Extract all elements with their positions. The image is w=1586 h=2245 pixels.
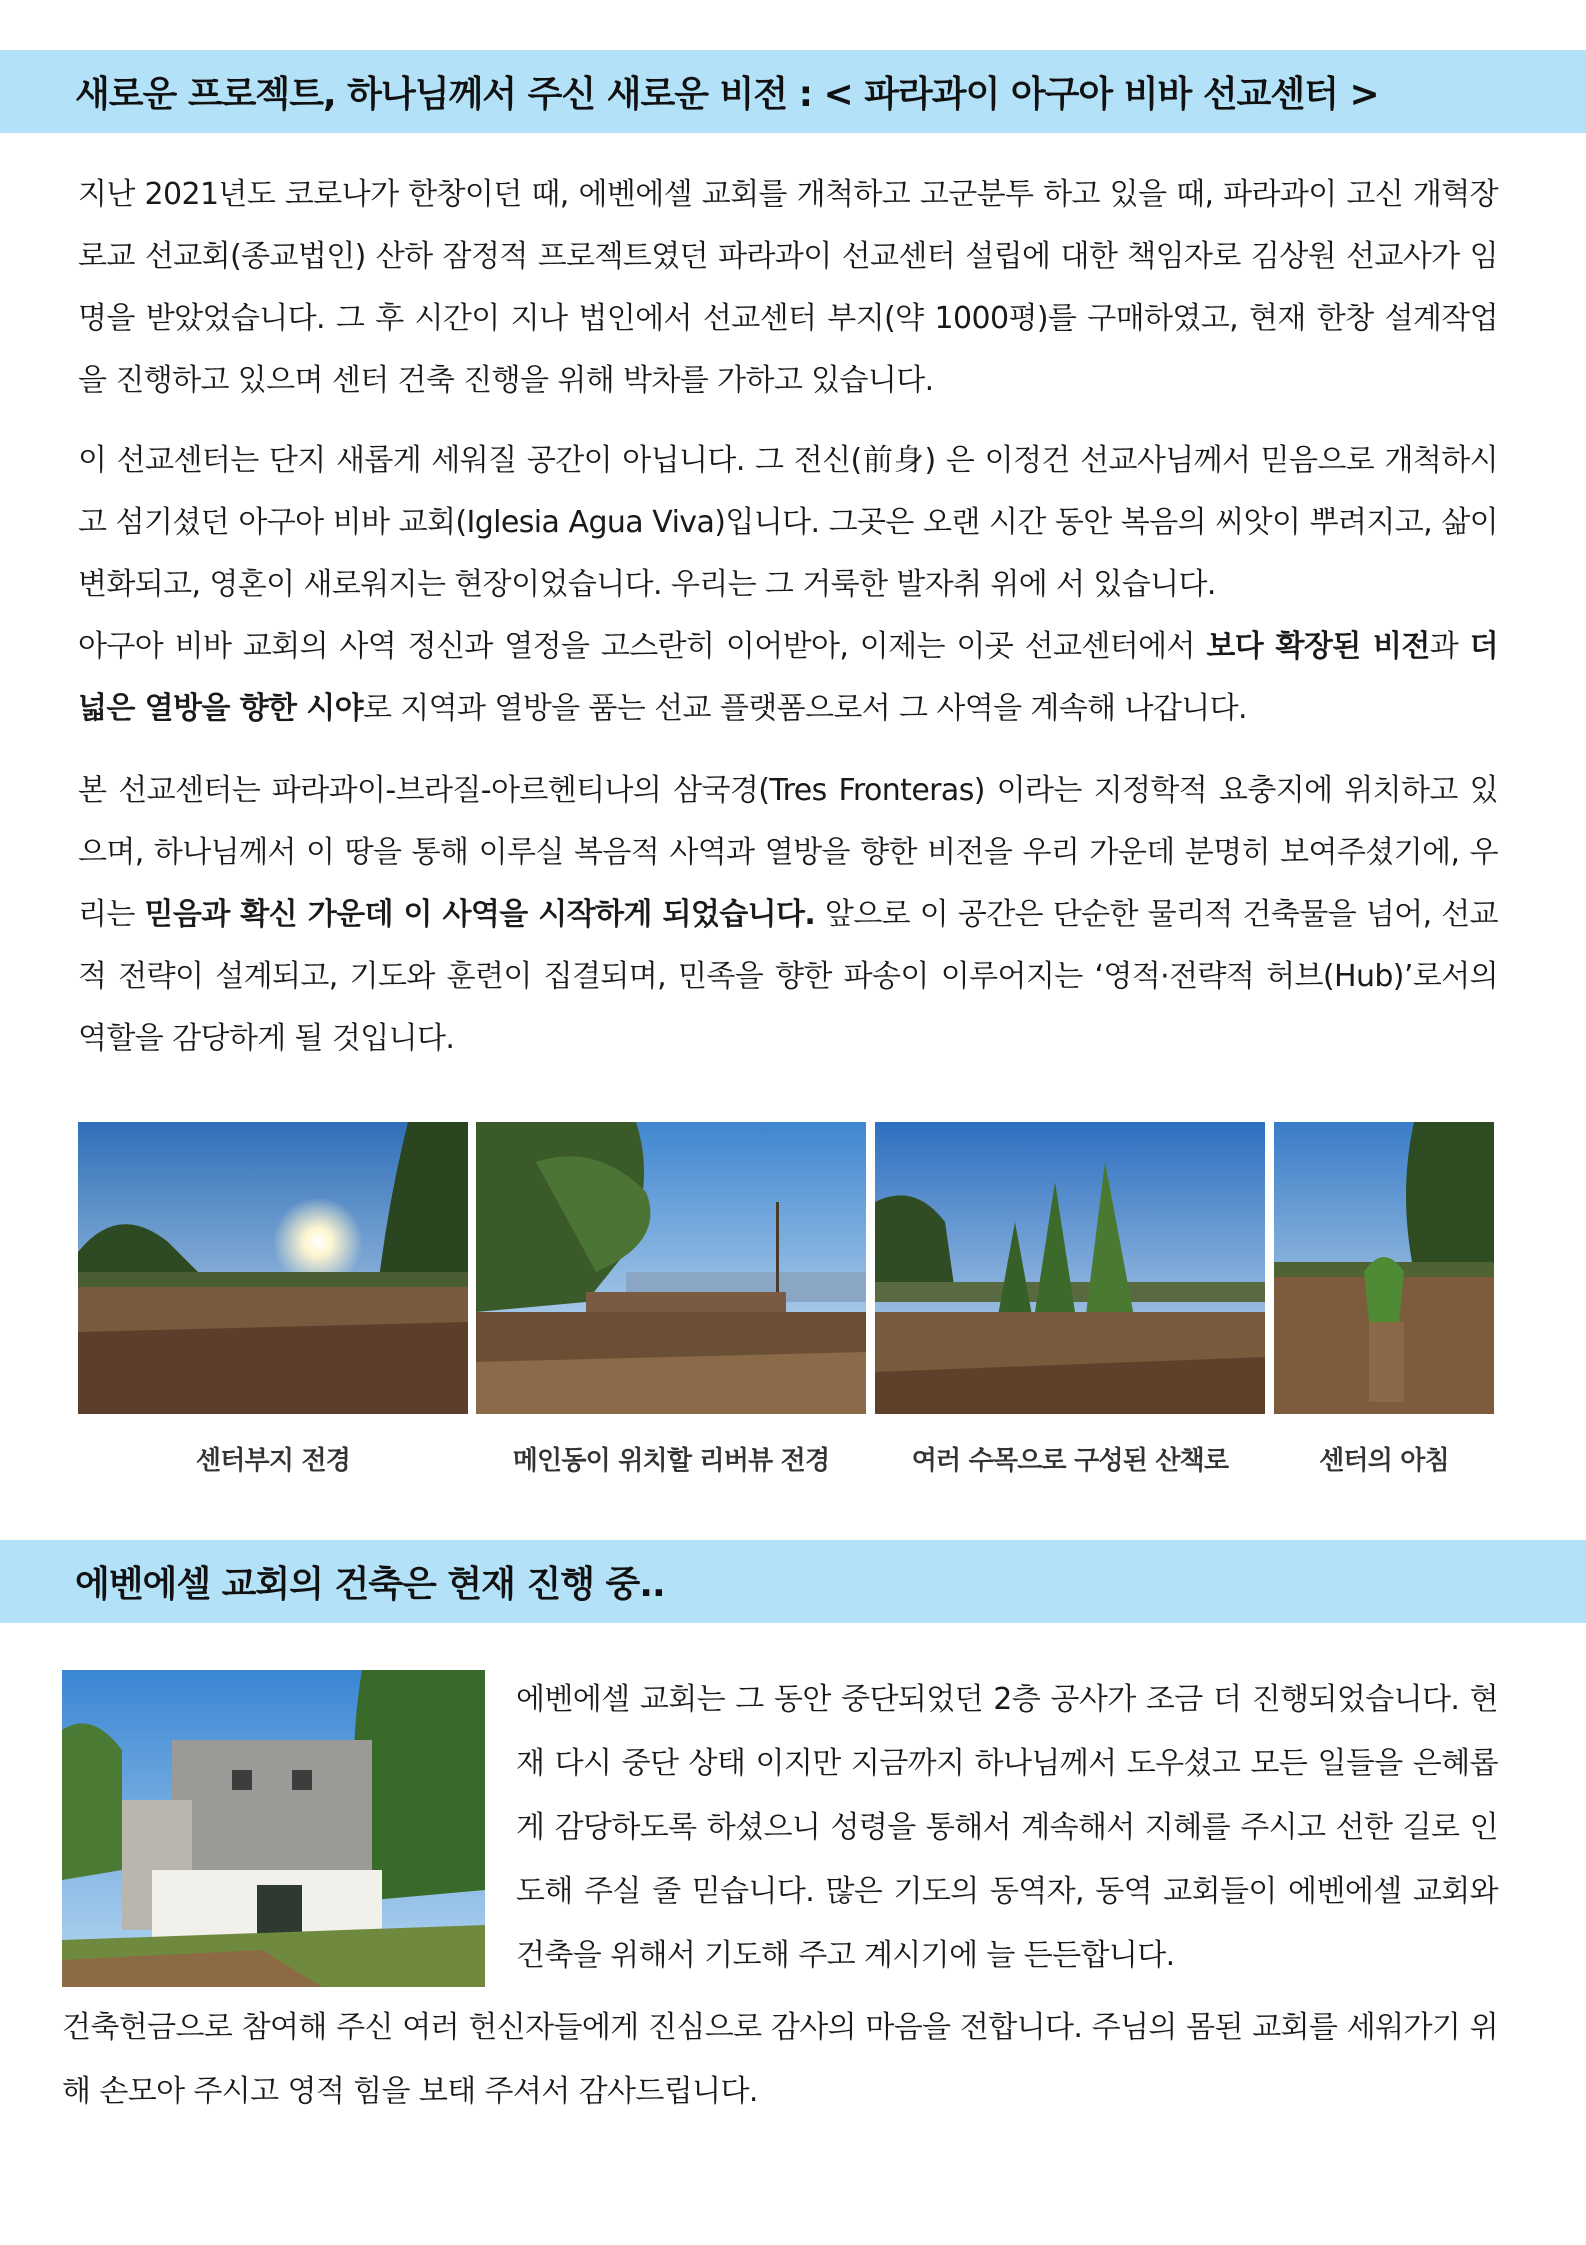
photo-site-overview [78,1122,468,1414]
text-run: 본 선교센터는 파라과이-브라질-아르헨티나의 삼국경(Tres Fronteras) 이라는 지정학적 요충지에 위치하고 있으며, 하나님께서 이 땅을 통해 이루실 복음적 사역과 열방을 향한 비전을 우리 가운데 분명히 보여주셨기에, 우리는 [78,773,1498,932]
paragraph-history [78,164,1498,412]
paragraph-thanks: 건축헌금으로 참여해 주신 여러 헌신자들에게 진심으로 감사의 마음을 전합니다. 주님의 몸된 교회를 세워가기 위해 손모아 주시고 영적 힘을 보태 주셔서 감사드립니다. [62,2010,1498,2109]
paragraph-text: 이 선교센터는 단지 새롭게 세워질 공간이 아닙니다. 그 전신(前身) 은 이정건 선교사님께서 믿음으로 개척하시고 섬기셨던 아구아 비바 교회(Iglesia Agua Viva)입니다. 그곳은 오랜 시간 동안 복음의 씨앗이 뿌려지고, 삶이 변화되고, 영혼이 새로워지는 현장이었습니다. 우리는 그 거룩한 발자취 위에 서 있습니다. [78,443,1498,602]
paragraph-text-vision [78,616,1498,740]
paragraph-text: 지난 2021년도 코로나가 한창이던 때, 에벤에셀 교회를 개척하고 고군분투 하고 있을 때, 파라과이 고신 개혁장로교 선교회(종교법인) 산하 잠정적 프로젝트였던 파라과이 선교센터 설립에 대한 책임자로 김상원 선교사가 임명을 받았었습니다. 그 후 시간이 지나 법인에서 선교센터 부지(약 1000평)를 구매하였고, 현재 한창 설계작업을 진행하고 있으며 센터 건축 진행을 위해 박차를 가하고 있습니다. [78,177,1498,398]
photo-caption: 센터의 아침 [1319,1446,1449,1476]
photo-walking-trail [875,1122,1265,1414]
paragraph-origin [78,430,1498,740]
text-run: 앞으로 이 공간은 단순한 물리적 건축물을 넘어, 선교적 전략이 설계되고, 기도와 훈련이 집결되며, 민족을 향한 파송이 이루어지는 ‘영적·전략적 허브(Hub)’로서의 역할을 감당하게 될 것입니다. [78,897,1499,1056]
photo-riverview [476,1122,866,1414]
photo-center-morning [1274,1122,1494,1414]
text-run: 로 지역과 열방을 품는 선교 플랫폼으로서 그 사역을 계속해 나갑니다. [362,691,1247,726]
photo-caption: 센터부지 전경 [195,1446,351,1476]
section-header-construction [0,1540,1586,1623]
section-header-mission-center [0,50,1586,133]
paragraph-location [78,760,1498,1070]
bold-text: 더 넓은 열방을 향한 시야 [78,629,1498,726]
section-title: 새로운 프로젝트, 하나님께서 주신 새로운 비전 : < 파라과이 아구아 비바 선교센터 > [75,74,1379,115]
bold-text: 믿음과 확신 가운데 이 사역을 시작하게 되었습니다. [144,897,816,932]
photo-church-building [62,1670,485,1987]
photo-caption: 메인동이 위치할 리버뷰 전경 [512,1446,830,1476]
section-title: 에벤에셀 교회의 건축은 현재 진행 중.. [75,1564,665,1605]
photo-caption: 여러 수목으로 구성된 산책로 [911,1446,1229,1476]
paragraph-construction: 에벤에셀 교회는 그 동안 중단되었던 2층 공사가 조금 더 진행되었습니다. 현재 다시 중단 상태 이지만 지금까지 하나님께서 도우셨고 모든 일들을 은혜롭게 감당하도록 하셨으니 성령을 통해서 계속해서 지혜를 주시고 선한 길로 인도해 주실 줄 믿습니다. 많은 기도의 동역자, 동역 교회들이 에벤에셀 교회와 건축을 위해서 기도해 주고 계시기에 늘 든든합니다. [516,1682,1498,1973]
paragraph-text [78,760,1498,1070]
text-run: 아구아 비바 교회의 사역 정신과 열정을 고스란히 이어받아, 이제는 이곳 선교센터에서 [78,629,1207,664]
text-run: 과 [1429,629,1470,664]
bold-text: 보다 확장된 비전 [1206,629,1430,664]
